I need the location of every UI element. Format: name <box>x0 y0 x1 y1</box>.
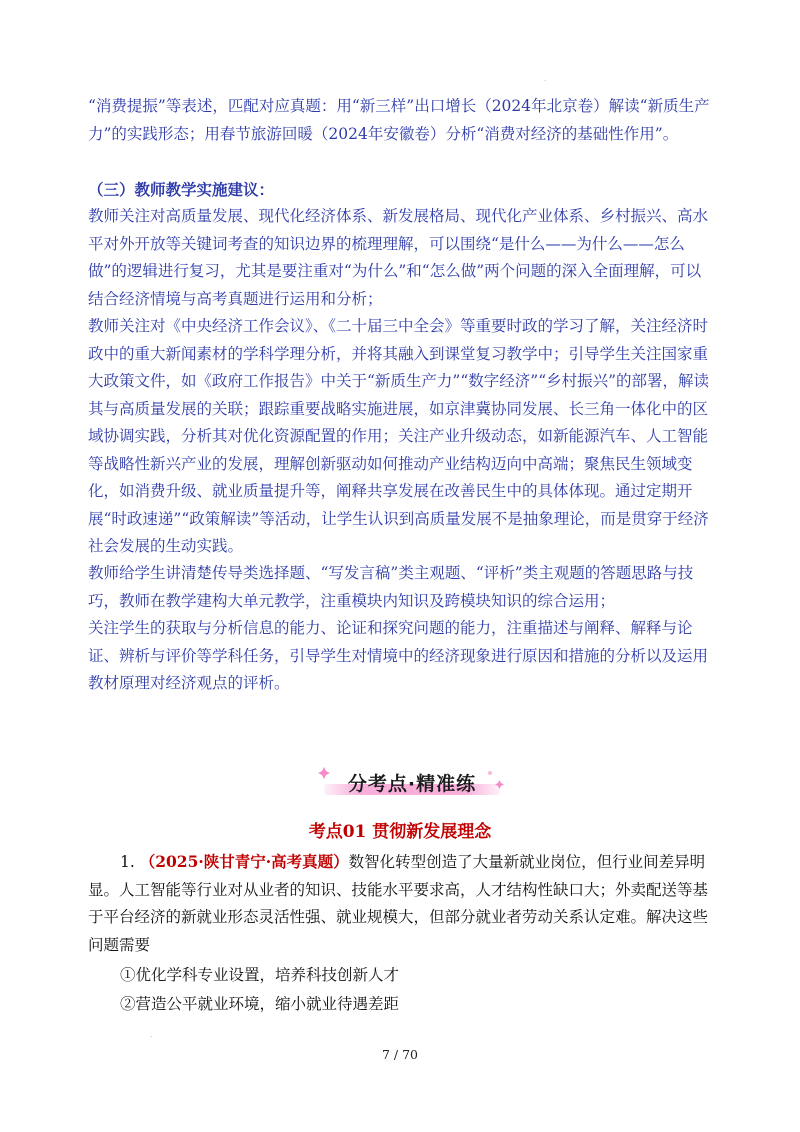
option-2: ②营造公平就业环境，缩小就业待遇差距 <box>120 995 400 1013</box>
scan-speck: . <box>150 1030 153 1039</box>
question-number: 1. <box>120 853 135 871</box>
paragraph-suggestion-3: 教师给学生讲清楚传导类选择题、“写发言稿”类主观题、“评析”类主观题的答题思路与技巧，教师在教学建构大单元教学，注重模块内知识及跨模块知识的综合运用； <box>88 564 694 610</box>
paragraph-suggestion-4: 关注学生的获取与分析信息的能力、论证和探究问题的能力，注重描述与阐释、解释与论证、辨析与评价等学科任务，引导学生对情境中的经济现象进行原因和措施的分析以及运用教材原理对经济观点的评析。 <box>88 619 709 692</box>
question-stem: 数智化转型创造了大量新就业岗位，但行业间差异明显。人工智能等行业对从业者的知识、技能水平要求高，人才结构性缺口大；外卖配送等基于平台经济的新就业形态灵活性强、就业规模大，但部分就业者劳动关系认定难。解决这些问题需要 <box>88 853 709 954</box>
section-heading: （三）教师教学实施建议： <box>88 180 275 199</box>
paragraph-suggestion-1: 教师关注对高质量发展、现代化经济体系、新发展格局、现代化产业体系、乡村振兴、高水平对外开放等关键词考查的知识边界的梳理理解，可以围绕“是什么——为什么——怎么做”的逻辑进行复习，尤其是要注重对“为什么”和“怎么做”两个问题的深入全面理解，可以结合经济情境与高考真题进行运用和分析； <box>88 207 709 308</box>
question-source: （2025·陕甘青宁·高考真题） <box>139 852 349 871</box>
section-banner <box>318 765 506 801</box>
page-number: 7 / 70 <box>381 1047 419 1062</box>
question-1 <box>88 848 712 959</box>
banner-title: 分考点·精准练 <box>347 773 477 795</box>
option-1: ①优化学科专业设置，培养科技创新人才 <box>120 966 400 984</box>
paragraph-intro: “消费提振”等表述，匹配对应真题：用“新三样”出口增长（2024年北京卷）解读“新质生产力”的实践形态；用春节旅游回暖（2024年安徽卷）分析“消费对经济的基础性作用”。 <box>88 97 710 143</box>
scan-speck: . <box>544 74 547 83</box>
paragraph-suggestion-2: 教师关注对《中央经济工作会议》、《二十届三中全会》等重要时政的学习了解，关注经济时政中的重大新闻素材的学科学理分析，并将其融入到课堂复习教学中；引导学生关注国家重大政策文件，如《政府工作报告》中关于“新质生产力”“数字经济”“乡村振兴”的部署，解读其与高质量发展的关联；跟踪重要战略实施进展，如京津冀协同发展、长三角一体化中的区域协调实践，分析其对优化资源配置的作用；关注产业升级动态，如新能源汽车、人工智能等战略性新兴产业的发展，理解创新驱动如何推动产业结构迈向中高端；聚焦民生领域变化，如消费升级、就业质量提升等，阐释共享发展在改善民生中的具体体现。通过定期开展“时政速递”“政策解读”等活动，让学生认识到高质量发展不是抽象理论，而是贯穿于经济社会发展的生动实践。 <box>88 317 710 555</box>
topic-title: 考点01 贯彻新发展理念 <box>308 822 492 842</box>
